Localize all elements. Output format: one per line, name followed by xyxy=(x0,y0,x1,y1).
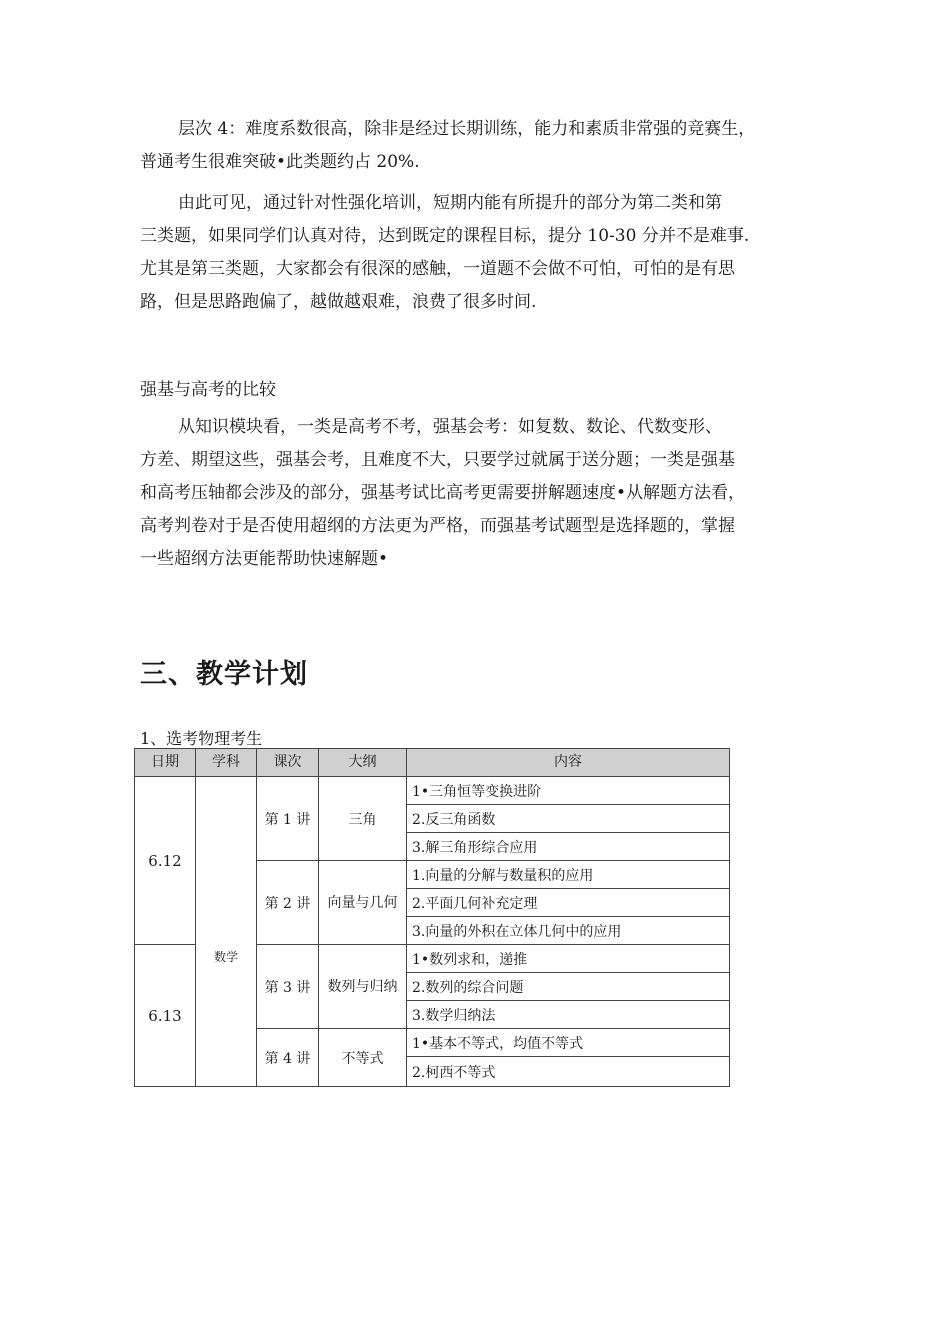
text-line: 普通考生很难突破•此类题约占 20%. xyxy=(140,152,420,172)
session-cell: 第 2 讲 xyxy=(257,861,319,945)
subheading-text: 强基与高考的比较 xyxy=(140,380,276,400)
content-cell: 3.解三角形综合应用 xyxy=(407,833,730,861)
text-line: 方差、期望这些，强基会考，且难度不大，只要学过就属于送分题；一类是强基 xyxy=(140,450,735,470)
subject-cell: 数学 xyxy=(196,777,257,1087)
text-line: 从知识模块看，一类是高考不考，强基会考：如复数、数论、代数变形、 xyxy=(178,417,722,437)
text-line: 和高考压轴都会涉及的部分，强基考试比高考更需要拼解题速度•从解题方法看， xyxy=(140,483,746,503)
content-cell: 3.向量的外积在立体几何中的应用 xyxy=(407,917,730,945)
section-heading: 三、教学计划 xyxy=(140,659,308,690)
content-cell: 2.柯西不等式 xyxy=(407,1057,730,1087)
header-date: 日期 xyxy=(135,749,196,777)
outline-cell: 向量与几何 xyxy=(319,861,407,945)
content-cell: 1•三角恒等变换进阶 xyxy=(407,777,730,805)
header-outline: 大纲 xyxy=(319,749,407,777)
text-line: 一些超纲方法更能帮助快速解题• xyxy=(140,549,389,569)
session-cell: 第 4 讲 xyxy=(257,1029,319,1087)
text-line: 高考判卷对于是否使用超纲的方法更为严格，而强基考试题型是选择题的，掌握 xyxy=(140,516,735,536)
teaching-plan-table xyxy=(134,748,730,1087)
header-session: 课次 xyxy=(257,749,319,777)
content-cell: 1.向量的分解与数量积的应用 xyxy=(407,861,730,889)
content-cell: 2.数列的综合问题 xyxy=(407,973,730,1001)
content-cell: 2.反三角函数 xyxy=(407,805,730,833)
content-cell: 1•基本不等式，均值不等式 xyxy=(407,1029,730,1057)
outline-cell: 数列与归纳 xyxy=(319,945,407,1029)
subheading-comparison xyxy=(140,374,840,407)
outline-cell: 不等式 xyxy=(319,1029,407,1087)
paragraph-level-4 xyxy=(140,113,840,179)
date-cell: 6.12 xyxy=(135,777,196,945)
table-header-row xyxy=(135,749,730,777)
content-cell: 1•数列求和，递推 xyxy=(407,945,730,973)
table-caption: 1、选考物理考生 xyxy=(140,729,263,748)
paragraph-comparison xyxy=(140,411,840,576)
text-line: 路，但是思路跑偏了，越做越艰难，浪费了很多时间. xyxy=(140,292,537,312)
session-cell: 第 3 讲 xyxy=(257,945,319,1029)
content-cell: 3.数学归纳法 xyxy=(407,1001,730,1029)
outline-cell: 三角 xyxy=(319,777,407,861)
header-content: 内容 xyxy=(407,749,730,777)
session-cell: 第 1 讲 xyxy=(257,777,319,861)
text-line: 由此可见，通过针对性强化培训，短期内能有所提升的部分为第二类和第 xyxy=(178,193,722,213)
date-cell: 6.13 xyxy=(135,945,196,1087)
header-subject: 学科 xyxy=(196,749,257,777)
text-line: 尤其是第三类题，大家都会有很深的感触，一道题不会做不可怕，可怕的是有思 xyxy=(140,259,735,279)
text-line: 层次 4：难度系数很高，除非是经过长期训练，能力和素质非常强的竞赛生， xyxy=(178,119,756,139)
text-line: 三类题，如果同学们认真对待，达到既定的课程目标，提分 10-30 分并不是难事. xyxy=(140,226,750,246)
table-row xyxy=(135,777,730,805)
paragraph-conclusion xyxy=(140,187,840,319)
content-cell: 2.平面几何补充定理 xyxy=(407,889,730,917)
